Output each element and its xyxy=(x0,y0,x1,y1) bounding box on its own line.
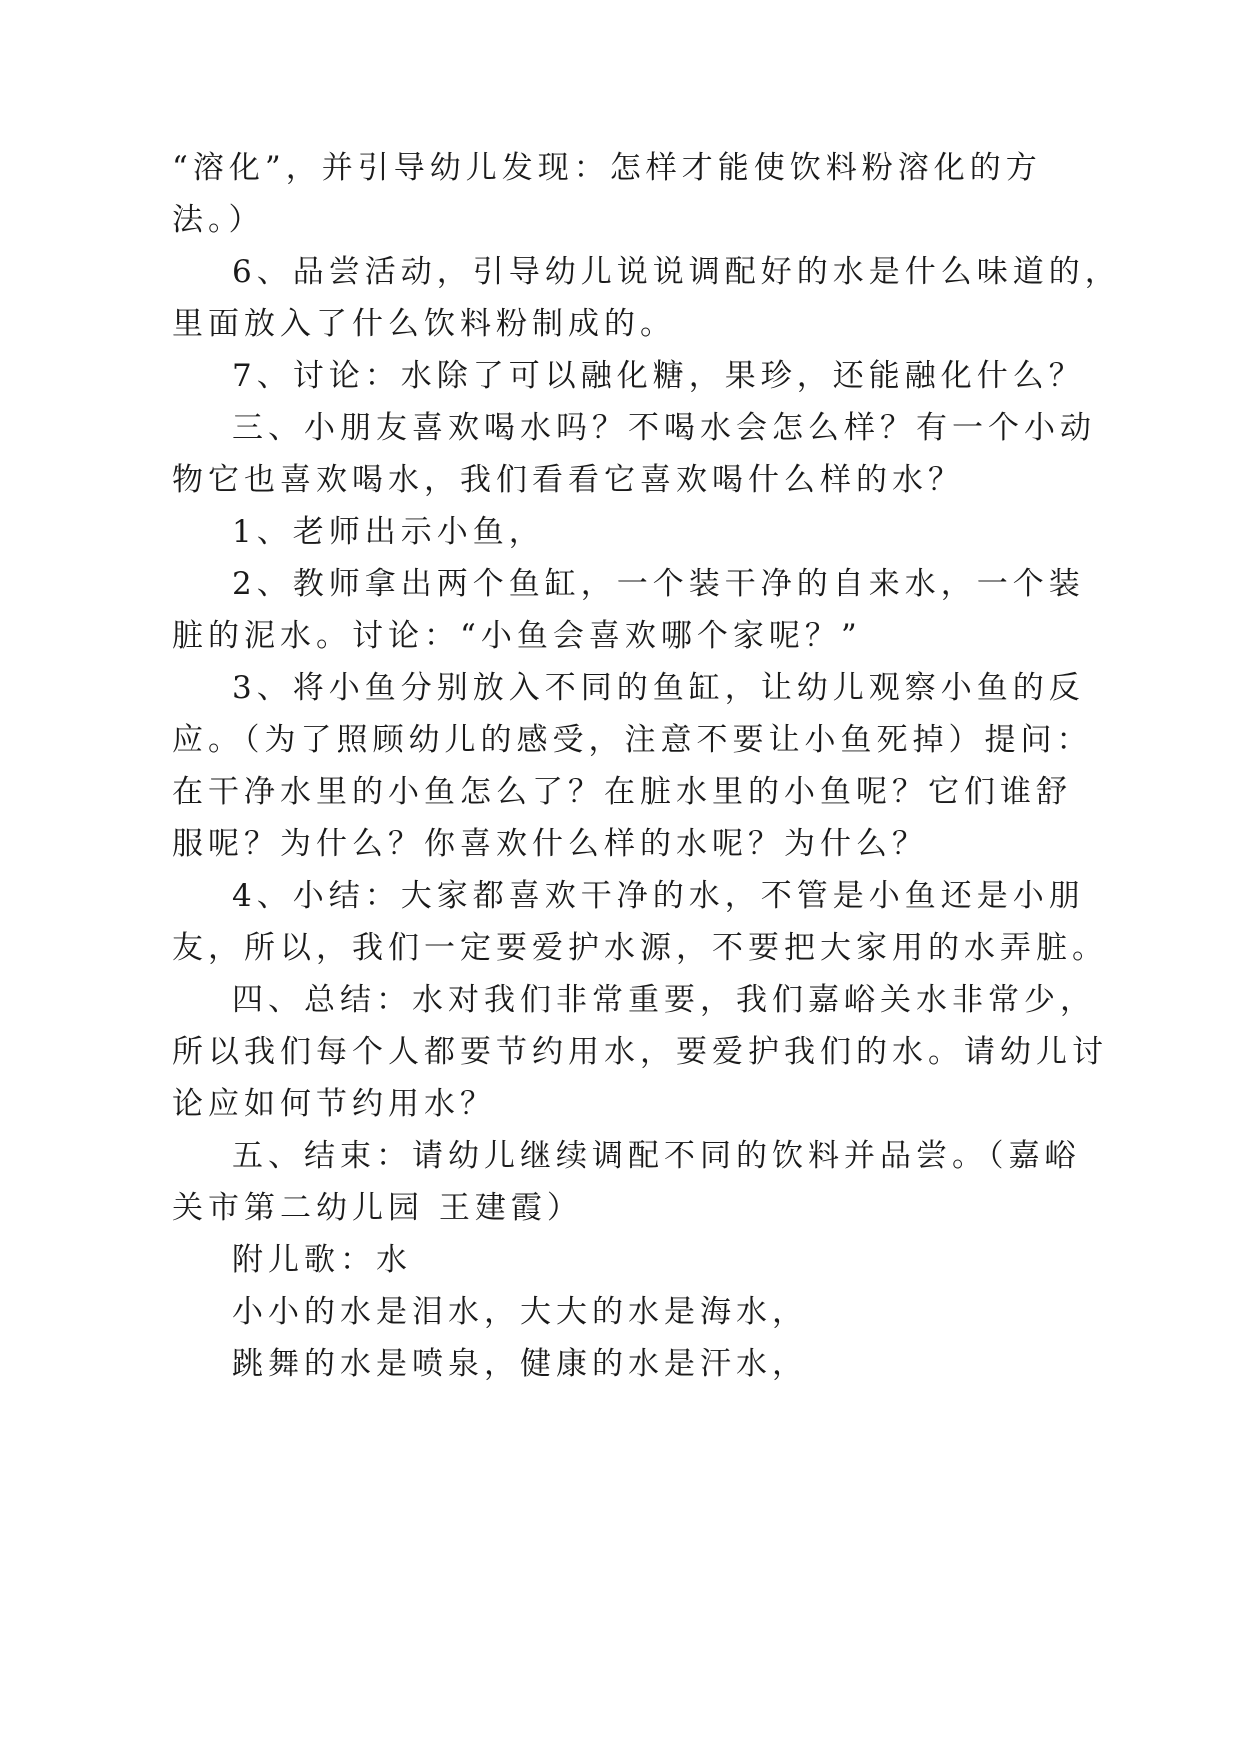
text-line: 物它也喜欢喝水，我们看看它喜欢喝什么样的水？ xyxy=(172,462,964,498)
text-line: 脏的泥水。讨论：“小鱼会喜欢哪个家呢？” xyxy=(172,618,862,654)
text-line: 7、讨论：水除了可以融化糖，果珍，还能融化什么？ xyxy=(232,358,1085,394)
text-line: 2、教师拿出两个鱼缸，一个装干净的自来水，一个装 xyxy=(232,566,1085,602)
text-line: 跳舞的水是喷泉，健康的水是汗水， xyxy=(232,1346,808,1382)
text-line: 关市第二幼儿园 王建霞） xyxy=(172,1190,583,1226)
text-line: 里面放入了什么饮料粉制成的。 xyxy=(172,306,676,342)
text-line: 4、小结：大家都喜欢干净的水，不管是小鱼还是小朋 xyxy=(232,878,1085,914)
text-line: 1、老师出示小鱼， xyxy=(232,514,545,550)
text-line: 在干净水里的小鱼怎么了？在脏水里的小鱼呢？它们谁舒 xyxy=(172,774,1072,810)
text-line: “溶化”，并引导幼儿发现：怎样才能使饮料粉溶化的方 xyxy=(172,150,1042,186)
text-line: 五、结束：请幼儿继续调配不同的饮料并品尝。（嘉峪 xyxy=(232,1138,1081,1174)
text-line: 所以我们每个人都要节约用水，要爱护我们的水。请幼儿讨 xyxy=(172,1034,1108,1070)
text-line: 3、将小鱼分别放入不同的鱼缸，让幼儿观察小鱼的反 xyxy=(232,670,1085,706)
text-line: 法。） xyxy=(172,202,265,238)
text-line: 论应如何节约用水？ xyxy=(172,1086,496,1122)
text-line: 附儿歌：水 xyxy=(232,1242,412,1278)
text-line: 6、品尝活动，引导幼儿说说调配好的水是什么味道的， xyxy=(232,254,1121,290)
text-line: 小小的水是泪水，大大的水是海水， xyxy=(232,1294,808,1330)
text-line: 四、总结：水对我们非常重要，我们嘉峪关水非常少， xyxy=(232,982,1096,1018)
text-line: 应。（为了照顾幼儿的感受，注意不要让小鱼死掉）提问： xyxy=(172,722,1093,758)
text-line: 三、小朋友喜欢喝水吗？不喝水会怎么样？有一个小动 xyxy=(232,410,1096,446)
text-line: 服呢？为什么？你喜欢什么样的水呢？为什么？ xyxy=(172,826,928,862)
text-line: 友，所以，我们一定要爱护水源，不要把大家用的水弄脏。 xyxy=(172,930,1108,966)
